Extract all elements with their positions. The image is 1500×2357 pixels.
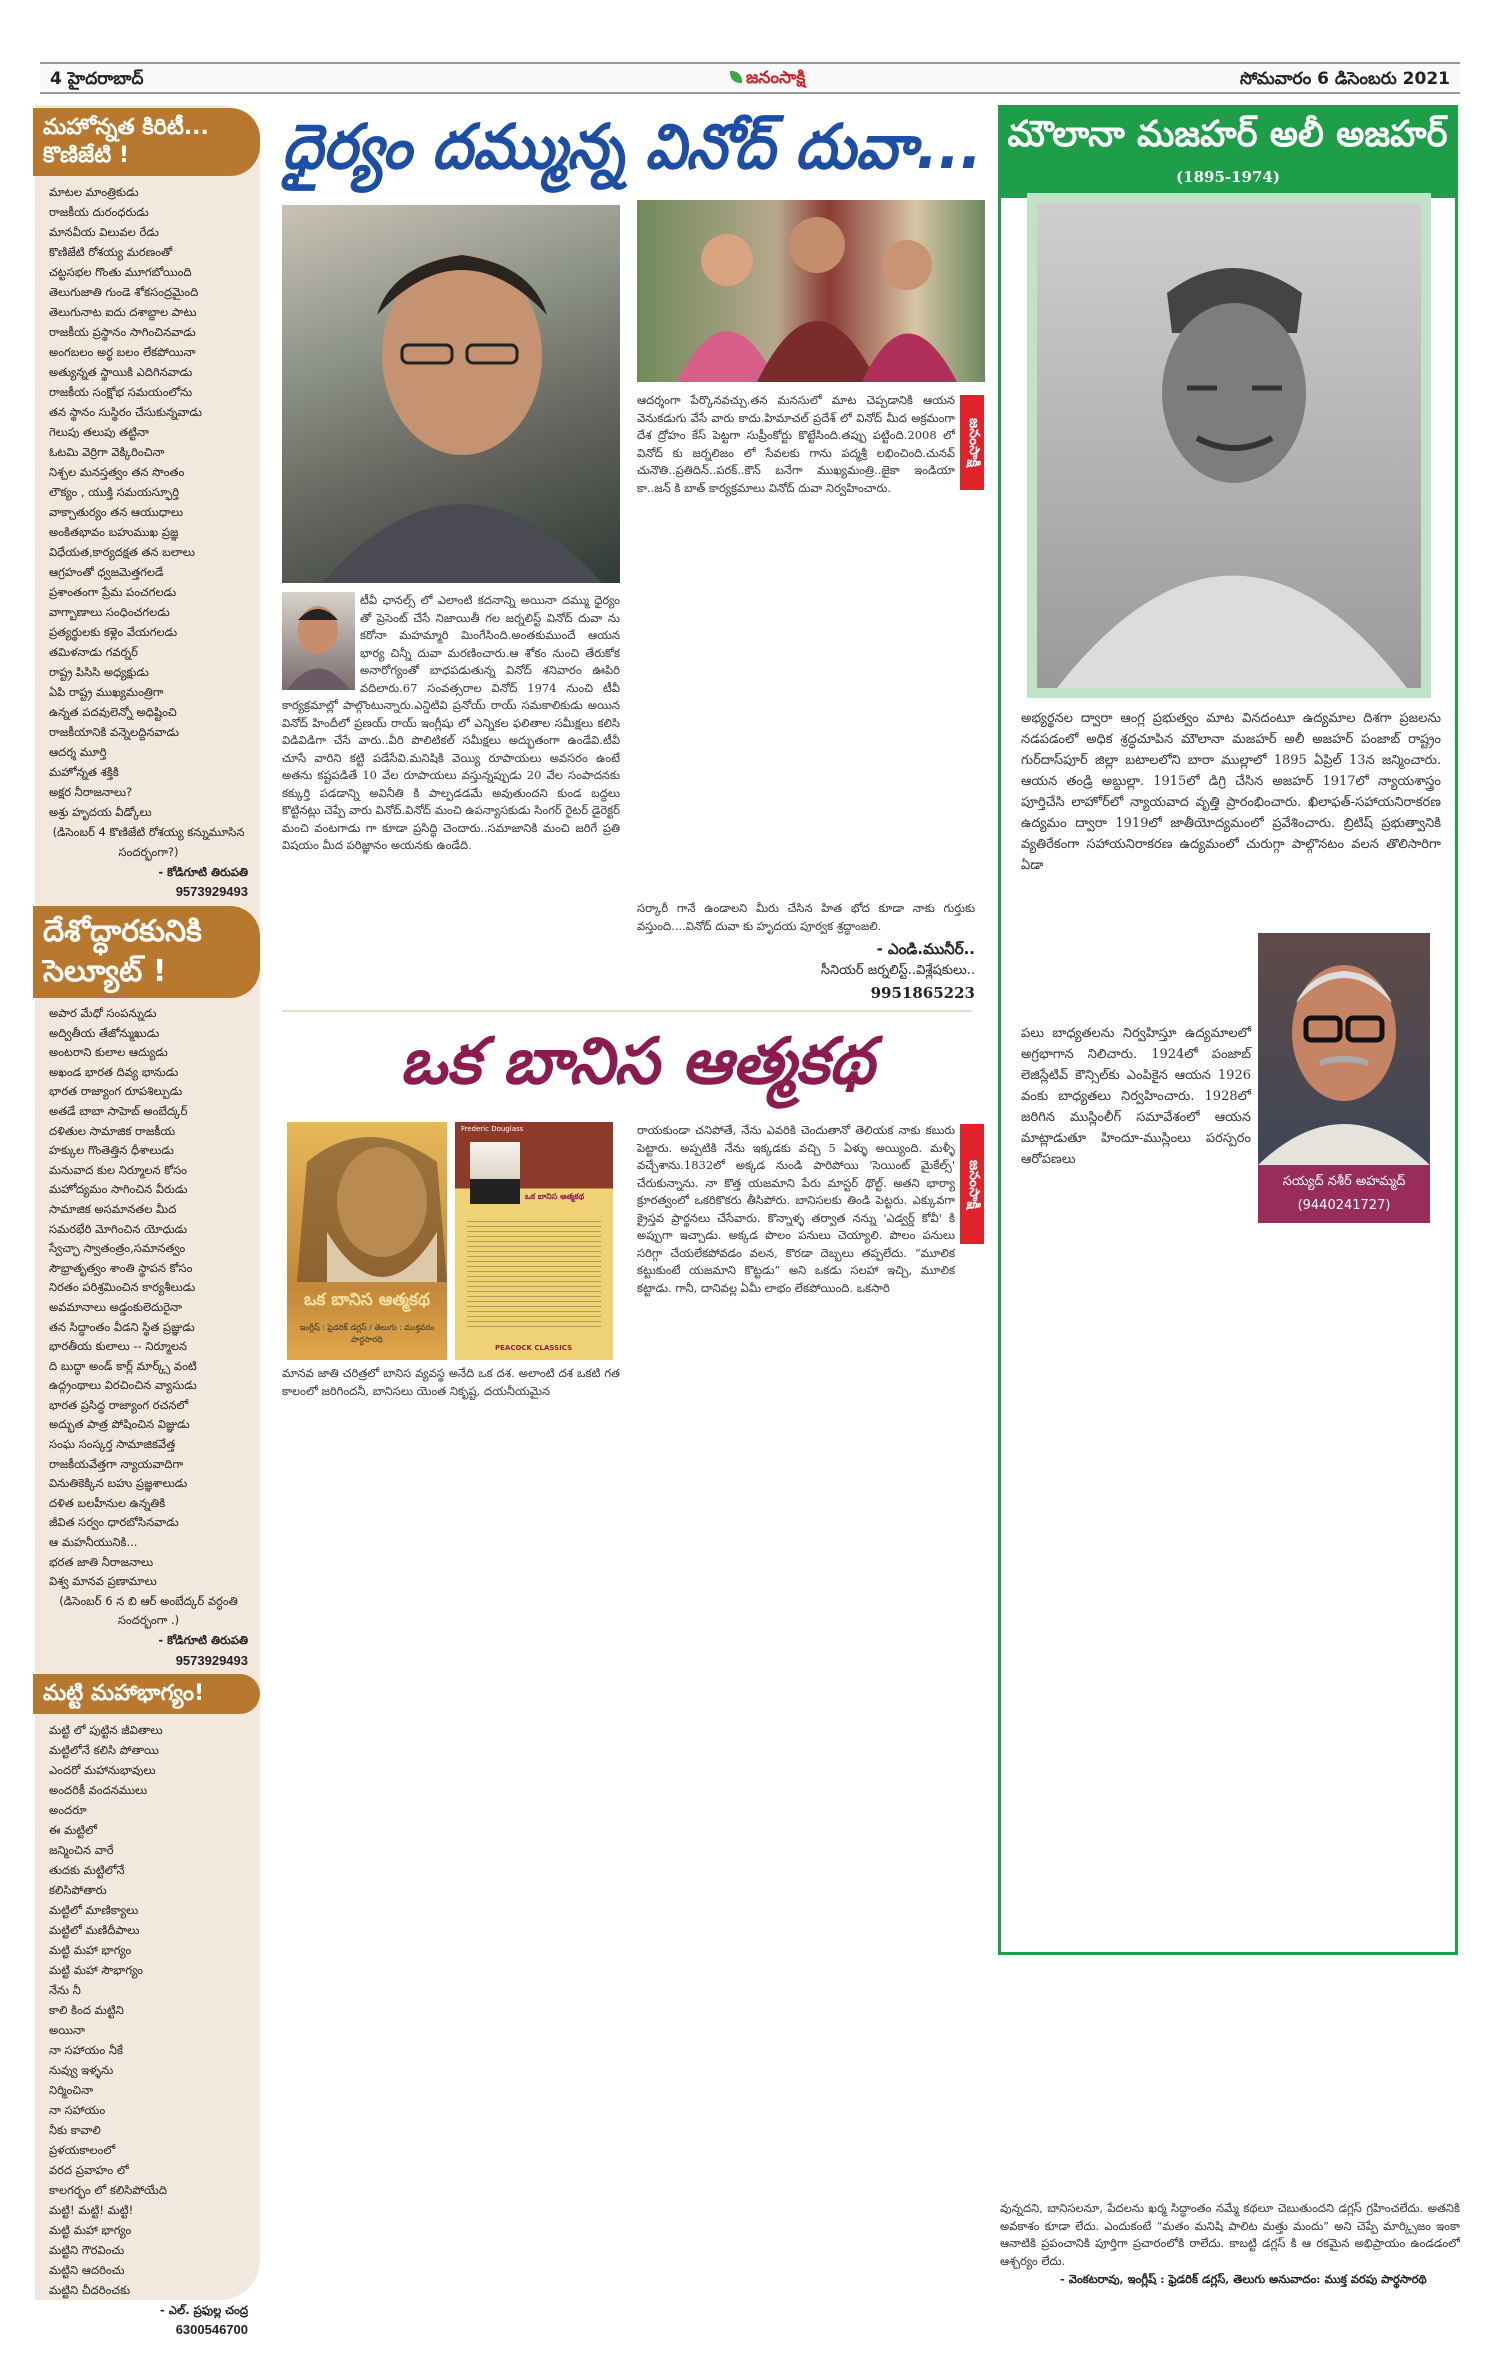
poem-line: నేను నీ	[49, 1983, 81, 1998]
poem-line: తుదకు మట్టిలోనే	[49, 1863, 125, 1878]
poem-line: భారత ప్రసిద్ధ రాజ్యాంగ రచనలో	[49, 1397, 189, 1412]
poem-line: మట్టి మహా భాగ్యం	[49, 1943, 132, 1958]
cover1-credits: ఇంగ్లీష్ : ఫ్రెడరిక్ డగ్లస్ / తెలుగు : ముక్తవరం పార్థసారధి	[299, 1323, 435, 1344]
author-name: సయ్యద్ నశీర్ అహమ్మద్	[1282, 1174, 1406, 1189]
maulana-azhar-headline: మౌలానా మజహర్ అలీ అజహర్	[1007, 114, 1448, 155]
poem-line: తన స్థానం సుస్థిరం చేసుకున్నవాడు	[49, 405, 202, 419]
poem-line: వరద ప్రవాహం లో	[49, 2163, 129, 2178]
poem-line: రాజకీయ ప్రస్థానం సాగించినవాడు	[49, 325, 196, 339]
issue-date: సోమవారం 6 డిసెంబరు 2021	[1239, 69, 1450, 89]
poem-line: తెలుగుజాతి గుండె శోకసంద్రమైంది	[49, 285, 199, 299]
poem-line: మట్టిలో మణిదీపాలు	[49, 1923, 140, 1938]
byline-phone: 9951865223	[870, 984, 975, 1002]
poem-line: స్వేచ్ఛా స్వాతంత్రం,సమానత్వం	[49, 1241, 186, 1256]
poem-author: - కోడిగూటి తిరుపతి	[158, 1633, 248, 1647]
poem-line: ఓటమి వెర్రిగా వెక్కిరించినా	[49, 445, 165, 459]
slave-autobiography-headline: ఒక బానిస ఆత్మకథ	[400, 1025, 875, 1099]
vinod-dua-byline	[821, 938, 975, 1004]
poem-line: గెలుపు తలుపు తట్టినా	[49, 425, 149, 439]
poem-title: దేశోద్ధారకునికి సెల్యూట్ !	[33, 906, 260, 998]
poem-line: చట్టసభల గొంతు మూగబోయింది	[49, 265, 192, 279]
poem-line: ఆగ్రహంతో ధ్వజమెత్తగలడే	[49, 565, 164, 579]
poem-line: తమిళనాడు గవర్నర్	[49, 645, 138, 659]
poem-line: ఆ మహనీయునికి...	[49, 1535, 138, 1550]
poem-line: దళితుల సామాజిక రాజకీయ	[49, 1123, 176, 1138]
maulana-azhar-p2: పలు బాధ్యతలను నిర్వహిస్తూ ఉద్యమాలలో అగ్రభాగాన నిలిచారు. 1924లో పంజాబ్ లెజిస్లేటివ్ కౌన్సిల్‌కు ఎంపికైన ఆయన 1926 వంకు బాధ్యతలు నిర్వహించారు. 1928లో జరిగిన ముస్లింలీగ్ సమావేశంలో ఆయన మాట్లాడుతూ హిందూ-ముస్లింలు పరస్పరం ఆరోపణలు	[1021, 1026, 1251, 1167]
poem-line: మట్టి! మట్టి! మట్టి!	[49, 2203, 134, 2218]
poem-line: మాటల మాంత్రికుడు	[49, 185, 139, 199]
maulana-silhouette-icon	[1037, 203, 1421, 688]
poem-line: నిశ్చల మనస్తత్వం తన సొంతం	[49, 465, 185, 479]
maulana-azhar-p1: అభ్యర్థనల ద్వారా ఆంగ్ల ప్రభుత్వం మాట వినదంటూ ఉద్యమాల దిశగా ప్రజలను నడపడంలో అధిక శ్రద్ధచూపిన మౌలానా మజహర్ అలీ అజహర్ పంజాబ్ రాష్ట్రం గుర్‌దాస్‌పూర్ జిల్లా బటాలలోని బారా ముల్లాలో 1895 ఏప్రిల్ 13న జన్మించారు. ఆయన తండ్రి అబ్దుల్లా. 1915లో డిగ్రి చేసిన అజహర్ 1917లో న్యాయశాస్త్రం పూర్తిచేసి లాహోర్‌లో న్యాయవాద వృత్తి ప్రారంభించారు. ఖిలాఫత్-సహాయనిరాకరణ ఉద్యమం ద్వారా 1919లో జాతీయోద్యమంలో ప్రవేశించారు. బ్రిటిష్ ప్రభుత్వానికి వ్యతిరేకంగా సహాయనిరాకరణ ఉద్యమంలో చురుగ్గా పాల్గొనటం వలన తొలిసారిగా ఏడా	[1021, 711, 1441, 873]
poem-line: అద్భుత పాత్ర పోషించిన విజ్ఞుడు	[49, 1417, 190, 1432]
poem-line: కలిసిపోతారు	[49, 1883, 107, 1898]
poem-line: వినుతికెక్కిన బహు ప్రజ్ఞశాలుడు	[49, 1476, 188, 1491]
douglass-portrait-icon	[287, 1122, 447, 1282]
poem-line: నిర్మించినా	[49, 2083, 94, 2098]
leaf-icon	[730, 71, 742, 83]
byline-author: - ఎండి.మునీర్..	[876, 940, 975, 958]
poem-line: అంటరాని కులాల ఆద్యుడు	[49, 1045, 168, 1060]
poem-line: రాజకీయ దురంధరుడు	[49, 205, 149, 219]
poem-line: ఈ మట్టిలో	[49, 1823, 97, 1838]
poem-line: తెలుగునాట ఐదు దశాబ్దాల పాటు	[49, 305, 197, 319]
poem-line: నువ్వు ఇళ్ళను	[49, 2063, 114, 2078]
poem-line: మట్టి మహా సౌభాగ్యం	[49, 1963, 143, 1978]
poem-body	[35, 176, 260, 906]
page-number-city: 4 హైదరాబాద్	[50, 69, 144, 89]
slave-byline: - వెంకటరావు, ఇంగ్లీష్ : ఫ్రెడరిక్ డగ్లస్, తెలుగు అనువాదం: ముక్త వరపు పార్థసారథి	[1060, 2272, 1427, 2286]
poem-line: ఏపి రాష్ట్ర ముఖ్యమంత్రిగా	[49, 685, 164, 699]
poem-note: (డిసెంబర్ 4 కొణిజేటి రోశయ్య కన్నుమూసిన సందర్భంగా?)	[52, 825, 245, 859]
poem-title: మహోన్నత కిరిటీ... కొణిజేటి !	[33, 108, 260, 176]
poem-line: భారతీయ కులాలు -- నిర్మూలన	[49, 1339, 188, 1354]
poem-line: అంకితభావం బహుముఖ ప్రజ్ఞ	[49, 525, 179, 539]
author-silhouette-icon-2	[1258, 933, 1430, 1165]
maulana-azhar-box	[998, 105, 1458, 1955]
poem-line: విధేయత,కార్యదక్షత తన బలాలు	[49, 545, 195, 559]
poem-author-phone: 6300546700	[175, 2322, 248, 2338]
poem-author: - కోడిగూటి తిరుపతి	[158, 865, 248, 879]
poem-body	[35, 998, 260, 1674]
poem-line: అంగబలం అర్థ బలం లేకపోయినా	[49, 345, 196, 359]
author-caption	[1258, 1165, 1430, 1223]
cover2-title: ఒక బానిస ఆత్మకథ	[525, 1192, 585, 1201]
author-syed-naseer-photo	[1258, 933, 1430, 1223]
poem-line: నీకు కావాలి	[49, 2123, 101, 2138]
poem-line: అందరికీ వందనములు	[49, 1783, 148, 1798]
poem-body	[35, 1714, 260, 2344]
maulana-azhar-headline-box	[1001, 108, 1455, 164]
poem-author: - ఎల్. ప్రఫుల్ల చంద్ర	[160, 2303, 248, 2318]
divider	[282, 1010, 972, 1012]
poem-line: అందరూ	[49, 1803, 87, 1818]
poem-line: ఎందరో మహానుభావులు	[49, 1763, 156, 1778]
poem-line: నా సహాయం నీకే	[49, 2043, 123, 2058]
poem-line: ఉన్నత పదవులెన్నో అధిష్టించి	[49, 705, 177, 719]
poem-line: అద్వితీయ తేజోన్ముఖుడు	[49, 1025, 160, 1040]
poem-line: మట్టిలో మాణిక్యాలు	[49, 1903, 139, 1918]
poem-line: మట్టిని చీదరించకు	[49, 2283, 131, 2298]
douglass-thumbnail-icon	[470, 1142, 520, 1204]
poem-line: సామాజిక అసమానతల మీద	[49, 1201, 177, 1216]
poem-line: మహోన్నత శక్తికి	[49, 765, 119, 779]
cover-blurb-lines	[467, 1217, 601, 1327]
logo-text: జనంసాక్షి	[746, 68, 806, 88]
poem-line: మనువాద కుల నిర్మూలన కోసం	[49, 1162, 187, 1177]
poem-line: అతడే బాబా సాహెబ్ అంబేద్కర్	[49, 1103, 188, 1118]
poem-line: మట్టిలోనే కలిసి పోతాయి	[49, 1743, 159, 1758]
poem-author-phone: 9573929493	[175, 1652, 248, 1668]
poem-line: మట్టి మహా భాగ్యం	[49, 2223, 132, 2238]
vinod-dua-family-photo	[637, 200, 985, 382]
poem-line: కొణిజేటి రోశయ్య మరణంతో	[49, 245, 173, 259]
poem-line: రాజకీయవేత్తగా న్యాయవాదిగా	[49, 1456, 184, 1471]
vinod-dua-closing: సర్కారీ గానే ఉండాలని మీరు చేసిన హిత భోద కూడా నాకు గుర్తుకు వస్తుంది....వినోద్ దువా కు హృదయ పూర్వక శ్రద్ధాంజలి.	[637, 901, 975, 933]
slave-autobiography-headline-box	[400, 1025, 980, 1110]
poem-author-phone: 9573929493	[175, 884, 248, 899]
maulana-azhar-years: (1895-1974)	[1176, 168, 1280, 186]
poem-line: కాలి కింద మట్టిని	[49, 2003, 124, 2018]
poem-line: అపార మేధో సంపన్నుడు	[49, 1006, 157, 1020]
book-cover-back	[455, 1122, 613, 1360]
poem-line: సంఘ సంస్కర్త సామాజికవేత్త	[49, 1437, 176, 1452]
poem-line: నిరతం పరిశ్రమించిన కార్యశీలుడు	[49, 1280, 196, 1295]
maulana-azhar-title-band	[1001, 108, 1455, 198]
vinod-dua-col2: ఆదర్శంగా పేర్కొనవచ్చు.తన మనసులో మాట చెప్పడానికి ఆయన వెనుకడుగు వేసే వారు కాదు.హిమాచల్ ప్రదేశ్ లో వినోద్ మీద అక్రమంగా దేశ ద్రోహం కేస్ పెట్టగా సుప్రీంకోర్టు కొట్టేసింది.తప్పు పట్టింది.2008 లో వినోద్ కు జర్నలిజం లో సేవలకు గాను పద్మశ్రీ లభించింది.చునవ్ చునౌతి..ప్రతిదిన్..పరక్..కౌన్ బనేగా ముఖ్యమంత్రి..జైకా ఇండియా కా..జన్ కి బాత్ కార్యక్రమాలు వినోద్ దువా నిర్వహించారు.	[637, 393, 955, 495]
poem-line: భారత రాజ్యాంగ రూపశిల్పుడు	[49, 1084, 183, 1099]
slave-col1: మానవ జాతి చరిత్రలో బానిస వ్యవస్థ అనేది ఒక దశ. అలాంటి దశ ఒకటి గత కాలంలో జరిగిందనీ, బానిసలు యెంత నికృష్ట, దయనీయమైన	[282, 1366, 620, 1398]
poem-line: సమరభేరి మోగించిన యోధుడు	[49, 1221, 188, 1236]
vinod-dua-photo	[282, 205, 620, 583]
poem-line: కాలగర్భం లో కలిసిపోయేది	[49, 2183, 167, 2198]
newspaper-logo	[730, 68, 805, 92]
byline-role: సీనియర్ జర్నలిస్ట్..విశ్లేషకులు..	[820, 963, 975, 978]
vinod-dua-headline-box	[282, 110, 982, 190]
family-silhouette-icon	[637, 200, 985, 382]
page-header	[40, 62, 1460, 94]
poem-line: అశ్రు హృదయ వీడ్కోలు	[49, 805, 152, 819]
poem-line: అయినా	[49, 2023, 85, 2038]
poem-line: లౌక్యం , యుక్తి సమయస్ఫూర్తి	[49, 485, 180, 499]
slave-bottom: వున్నదని, బానిసలనూ, పేదలను ఖర్మ సిద్ధాంతం నమ్మే కథలూ చెబుతుందని డగ్లస్ గ్రహించలేదు. అతనికి అవకాశం కూడా లేదు. ఎందుకంటే “మతం మనిషి పాలిట మత్తు మందు” అని చెప్పే మార్క్సిజం ఇంకా ఆనాటికి ప్రపంచానికి పూర్తిగా ప్రచారంలోకి రాలేదు. కాబట్టి డగ్లస్ కి ఆ రకమైన అభిప్రాయం ఉండడంలో ఆశ్చర్యం లేదు.	[1000, 2201, 1460, 2268]
poem-line: ప్రళయకాలంలో	[49, 2143, 116, 2158]
vinod-dua-col1	[282, 592, 620, 1000]
poem-line: విశ్వ మానవ ప్రణామాలు	[49, 1574, 157, 1589]
poem-note: (డిసెంబర్ 6 న బి ఆర్ అంబేద్కర్ వర్ధంతి సందర్భంగా .)	[59, 1593, 238, 1628]
poem-line: అఖండ భారత దివ్య భానుడు	[49, 1064, 179, 1079]
janamsakshi-badge: జనంసాక్షి	[960, 395, 984, 490]
cover1-title: ఒక బానిస ఆత్మకథ	[304, 1290, 430, 1310]
poem-line: జీవిత సర్వం ధారబోసినవాడు	[49, 1515, 179, 1530]
maulana-azhar-portrait	[1027, 193, 1431, 698]
cover2-author: Frederic Douglass	[461, 1125, 524, 1133]
poem-line: ఆదర్శ మూర్తి	[49, 745, 107, 759]
slave-col2: రాయకుండా చనిపోతే, నేను ఎవరికి చెందుతానో తెలియక నాకు కబురు పెట్టారు. అప్పటికి నేను ఇక్కడకు వచ్చి 5 ఏళ్ళు అయ్యింది. మళ్ళీ వచ్చేశాను.1832లో అక్కడ నుండి పారిపోయి 'సెయింట్ మైకేల్స్' చేరుకున్నాను. నా కొత్త యజమాని పేరు మాస్టర్ థొల్ట్. అతని భార్యా క్రూరత్వంలో ఒకరికొకరు తీసిపోరు. బానిసలకు తిండి పెట్టరు. ఎక్కువగా క్రైస్తవ ప్రార్థనలు చేసేవారు. కొన్నాళ్ళ తర్వాత నన్ను 'ఎడ్వర్డ్ కోవీ' కి అప్పుగా ఇచ్చాడు. అక్కడ పొలం పనులు చెయ్యాలి. పొలం పనులు సరిగ్గా చేయలేకపోవడం వలన, కొరడా దెబ్బలు తప్పలేదు. “మూలిక కట్టుకుంటే యజమాని కొట్టడు” అని ఒకడు సలహా ఇచ్చి, మూలిక కట్టాడు. గానీ, దానివల్ల ఏమీ లాభం లేకపోయింది. ఒకసారి	[637, 1123, 955, 1295]
poem-line: మానవీయ విలువల రేడు	[49, 225, 159, 239]
book-cover-telugu	[287, 1122, 447, 1360]
poem-line: అత్యున్నత స్థాయికి ఎదిగినవాడు	[49, 365, 193, 379]
poem-line: జన్మించిన వారే	[49, 1843, 114, 1858]
poem-line: వాక్చాతుర్యం తన ఆయుధాలు	[49, 505, 183, 519]
vinod-dua-headline: ధైర్యం దమ్మున్న వినోద్ దువా...	[282, 110, 982, 183]
poem-line: దళిత బలహీనుల ఉన్నతికి	[49, 1495, 166, 1510]
poem-line: నా సహాయం	[49, 2103, 106, 2118]
poem-line: ప్రశాంతంగా ప్రేమ పంచగలడు	[49, 585, 177, 599]
thumbnail-spacer	[282, 592, 360, 692]
poem-line: మట్టి లో పుట్టిన జీవితాలు	[49, 1723, 163, 1738]
poem-line: సౌభ్రాతృత్వం శాంతి స్థాపన కోసం	[49, 1260, 193, 1275]
poems-column	[35, 105, 260, 2338]
poem-line: ఉద్గ్రంథాలు విరచించిన వ్యాసుడు	[49, 1378, 197, 1393]
poem-line: మట్టిని ఆదరించు	[49, 2263, 125, 2278]
poem-line: రాజకీయానికి వన్నెలద్దినవాడు	[49, 725, 179, 739]
poem-line: అవమానాలు అడ్డంకులెదురైనా	[49, 1299, 182, 1314]
poem-line: ది బుద్ధా అండ్ కార్ల్ మార్క్స్ వంటి	[49, 1358, 197, 1373]
poem-line: భరత జాతి నీరాజనాలు	[49, 1554, 154, 1569]
poem-line: తన సిద్ధాంతం వీడని స్థిత ప్రజ్ఞుడు	[49, 1319, 195, 1334]
poem-line: రాష్ట్ర పిసిసి అధ్యక్షుడు	[49, 665, 149, 679]
cover2-publisher: PEACOCK CLASSICS	[495, 1344, 573, 1352]
poem-line: హక్కుల గొంతెత్తిన ధీశాలుడు	[49, 1143, 174, 1158]
poem-line: మహోద్యమం సాగించిన వీరుడు	[49, 1182, 188, 1197]
poem-line: రాజకీయ సంక్షోభ సమయంలోను	[49, 385, 193, 399]
poem-title: మట్టి మహాభాగ్యం!	[33, 1674, 260, 1714]
vinod-dua-col1-text: టీవీ ఛానల్స్ లో ఎలాంటి కదనాన్ని అయినా దమ్ము ధైర్యం తో ప్రెసెంట్ చేసే నిజాయితీ గల జర్నలిస్ట్ వినోద్ దువా ను కరోనా మహమ్మారి మింగేసింది.అంతకుముందే ఆయన భార్య చిన్నీ దువా మరణించారు.ఆ శోకం నుంచి తేరుకోక అనారోగ్యంతో బాధపడుతున్న వినోద్ శనివారం ఊపిరి వదిలారు.67 సంవత్సరాల వినోద్ 1974 నుంచి టీవీ కార్యక్రమాల్లో పాల్గొంటున్నారు.ఎన్డిటివి ప్రనోయ్ రాయ్ సమకాలికుడు అయిన వినోద్ హిందీలో ప్రణయ్ రాయ్ ఇంగ్లీషు లో ఎన్నికల ఫలితాల సమీక్షలు కలిసి విడివిడిగా చేసే వారు..వీరి పొలిటికల్ సమీక్షలు అద్భుతంగా ఉండేవి.టీవీ చూసే వారిని కట్టి పడేసేవి.మనిషికి వెయ్యి రూపాయలు అవసరం ఉంటే అతను కష్టపడితే 10 వేల రూపాయలు వస్తున్నప్పుడు 20 వేల సంపాదనకు కక్కుర్తి పడడాన్ని అవినీతి కి పాల్పడడమే అవుతుందని కుండ బద్దలు కొట్టినట్లు చెప్పే వారు వినోద్.వినోద్ మంచి ఉపన్యాసకుడు సింగర్ రైటర్ డైరెక్టర్ మంచి వంటగాడు గా కూడా ప్రసిద్ధి చెందారు..సమాజానికి మంచి జరిగే ప్రతి విషయం మీద పరిజ్ఞానం అయనకు ఉండేది.	[282, 593, 620, 852]
poem-line: అక్షర నీరాజనాలు?	[49, 785, 133, 799]
poem-line: వాగ్బాణాలు సంధించగలడు	[49, 605, 170, 619]
poem-line: ప్రత్యర్థులకు కళ్లెం వేయగలడు	[49, 625, 178, 639]
janamsakshi-badge-2: జనంసాక్షి	[960, 1124, 984, 1244]
author-phone: (9440241727)	[1297, 1198, 1391, 1213]
poem-line: మట్టిని గౌరవించు	[49, 2243, 125, 2258]
portrait-silhouette-icon	[282, 205, 620, 583]
